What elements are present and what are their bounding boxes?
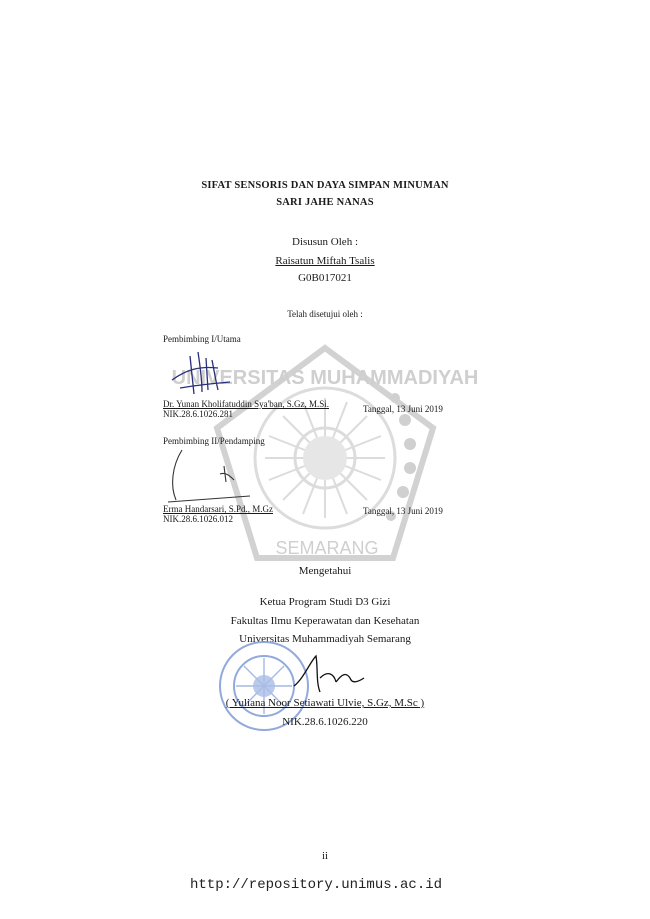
advisor1-role: Pembimbing I/Utama	[163, 334, 241, 344]
watermark-top-text: UNIVERSITAS MUHAMMADIYAH	[171, 367, 479, 389]
author-name-wrap	[0, 255, 650, 267]
head-university: Universitas Muhammadiyah Semarang	[239, 633, 411, 645]
author-name: Raisatun Miftah Tsalis	[275, 255, 375, 267]
head-position: Ketua Program Studi D3 Gizi	[259, 596, 391, 608]
author-label: Disusun Oleh :	[292, 236, 358, 248]
title-line-1: SIFAT SENSORIS DAN DAYA SIMPAN MINUMAN	[201, 180, 449, 191]
title-line-2: SARI JAHE NANAS	[276, 197, 374, 208]
advisor1-signature	[168, 348, 238, 400]
advisor2-signature	[164, 446, 254, 506]
page-number: ii	[321, 850, 329, 862]
advisor1-date: Tanggal, 13 Juni 2019	[363, 404, 443, 414]
advisor2-date: Tanggal, 13 Juni 2019	[363, 506, 443, 516]
watermark-bottom-text: SEMARANG	[275, 538, 379, 558]
advisor1-nik: NIK.28.6.1026.281	[163, 409, 233, 419]
advisor2-name: Erma Handarsari, S.Pd., M.Gz	[163, 504, 273, 514]
approved-by-label: Telah disetujui oleh :	[287, 309, 363, 319]
head-name: ( Yuliana Noor Setiawati Ulvie, S.Gz, M.Sc )	[225, 697, 425, 709]
advisor2-role: Pembimbing II/Pendamping	[163, 436, 265, 446]
advisor1-name: Dr. Yunan Kholifatuddin Sya'ban, S.Gz, M.Si.	[163, 399, 330, 409]
head-nik: NIK.28.6.1026.220	[282, 716, 368, 728]
author-nim: G0B017021	[298, 272, 352, 284]
footer-url[interactable]: http://repository.unimus.ac.id	[190, 877, 443, 893]
advisor2-nik: NIK.28.6.1026.012	[163, 514, 233, 524]
head-signature	[290, 648, 370, 698]
head-faculty: Fakultas Ilmu Keperawatan dan Kesehatan	[230, 615, 420, 627]
acknowledged-label: Mengetahui	[298, 565, 352, 577]
